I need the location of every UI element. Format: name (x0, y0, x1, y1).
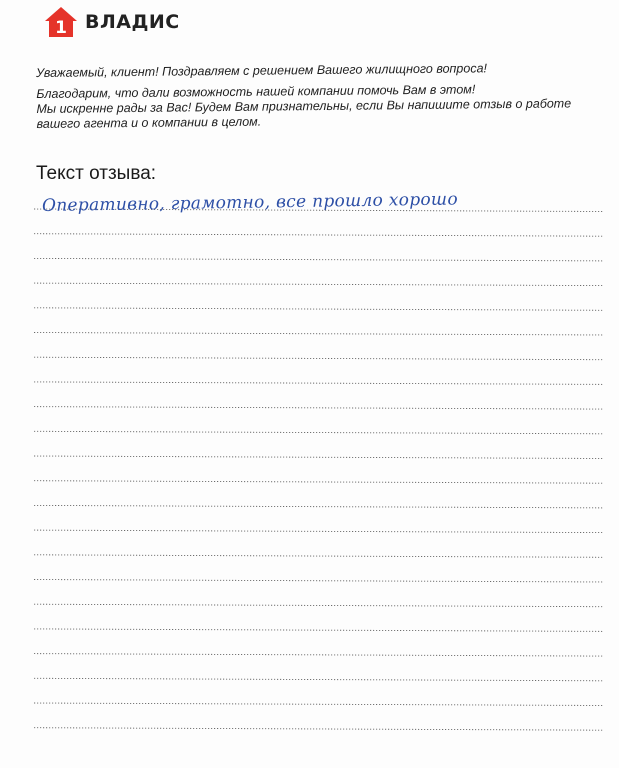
logo-text: ВЛАДИС (85, 11, 180, 33)
writing-line (34, 357, 604, 360)
greeting-line: Уважаемый, клиент! Поздравляем с решением Вашего жилищного вопроса! (36, 61, 488, 80)
writing-line (34, 505, 604, 508)
writing-line (34, 456, 604, 459)
intro-line-2: Мы искренне рады за Вас! Будем Вам признательны, если Вы напишите отзыв о работе (36, 96, 572, 116)
writing-line (34, 703, 604, 706)
writing-line (34, 283, 604, 286)
intro-line-1: Благодарим, что дали возможность нашей компании помочь Вам в этом! (36, 82, 476, 101)
writing-line (34, 555, 604, 558)
intro-line-3: вашего агента и о компании в целом. (36, 114, 262, 131)
writing-line (34, 481, 604, 484)
writing-line (34, 604, 604, 607)
writing-line (34, 678, 604, 681)
writing-line (34, 308, 604, 311)
writing-line (34, 333, 604, 336)
writing-line (34, 234, 604, 237)
writing-line (34, 629, 604, 632)
writing-line (34, 258, 604, 261)
writing-line (34, 407, 604, 410)
review-heading: Текст отзыва: (36, 163, 157, 184)
writing-line (34, 654, 604, 657)
handwritten-review[interactable]: Оперативно, грамотно, все прошло хорошо (41, 189, 459, 216)
writing-line (34, 431, 604, 434)
writing-line (34, 530, 604, 533)
writing-line (34, 580, 604, 583)
logo-badge-number: 1 (55, 18, 67, 38)
writing-line (34, 382, 604, 385)
writing-line (34, 728, 604, 731)
